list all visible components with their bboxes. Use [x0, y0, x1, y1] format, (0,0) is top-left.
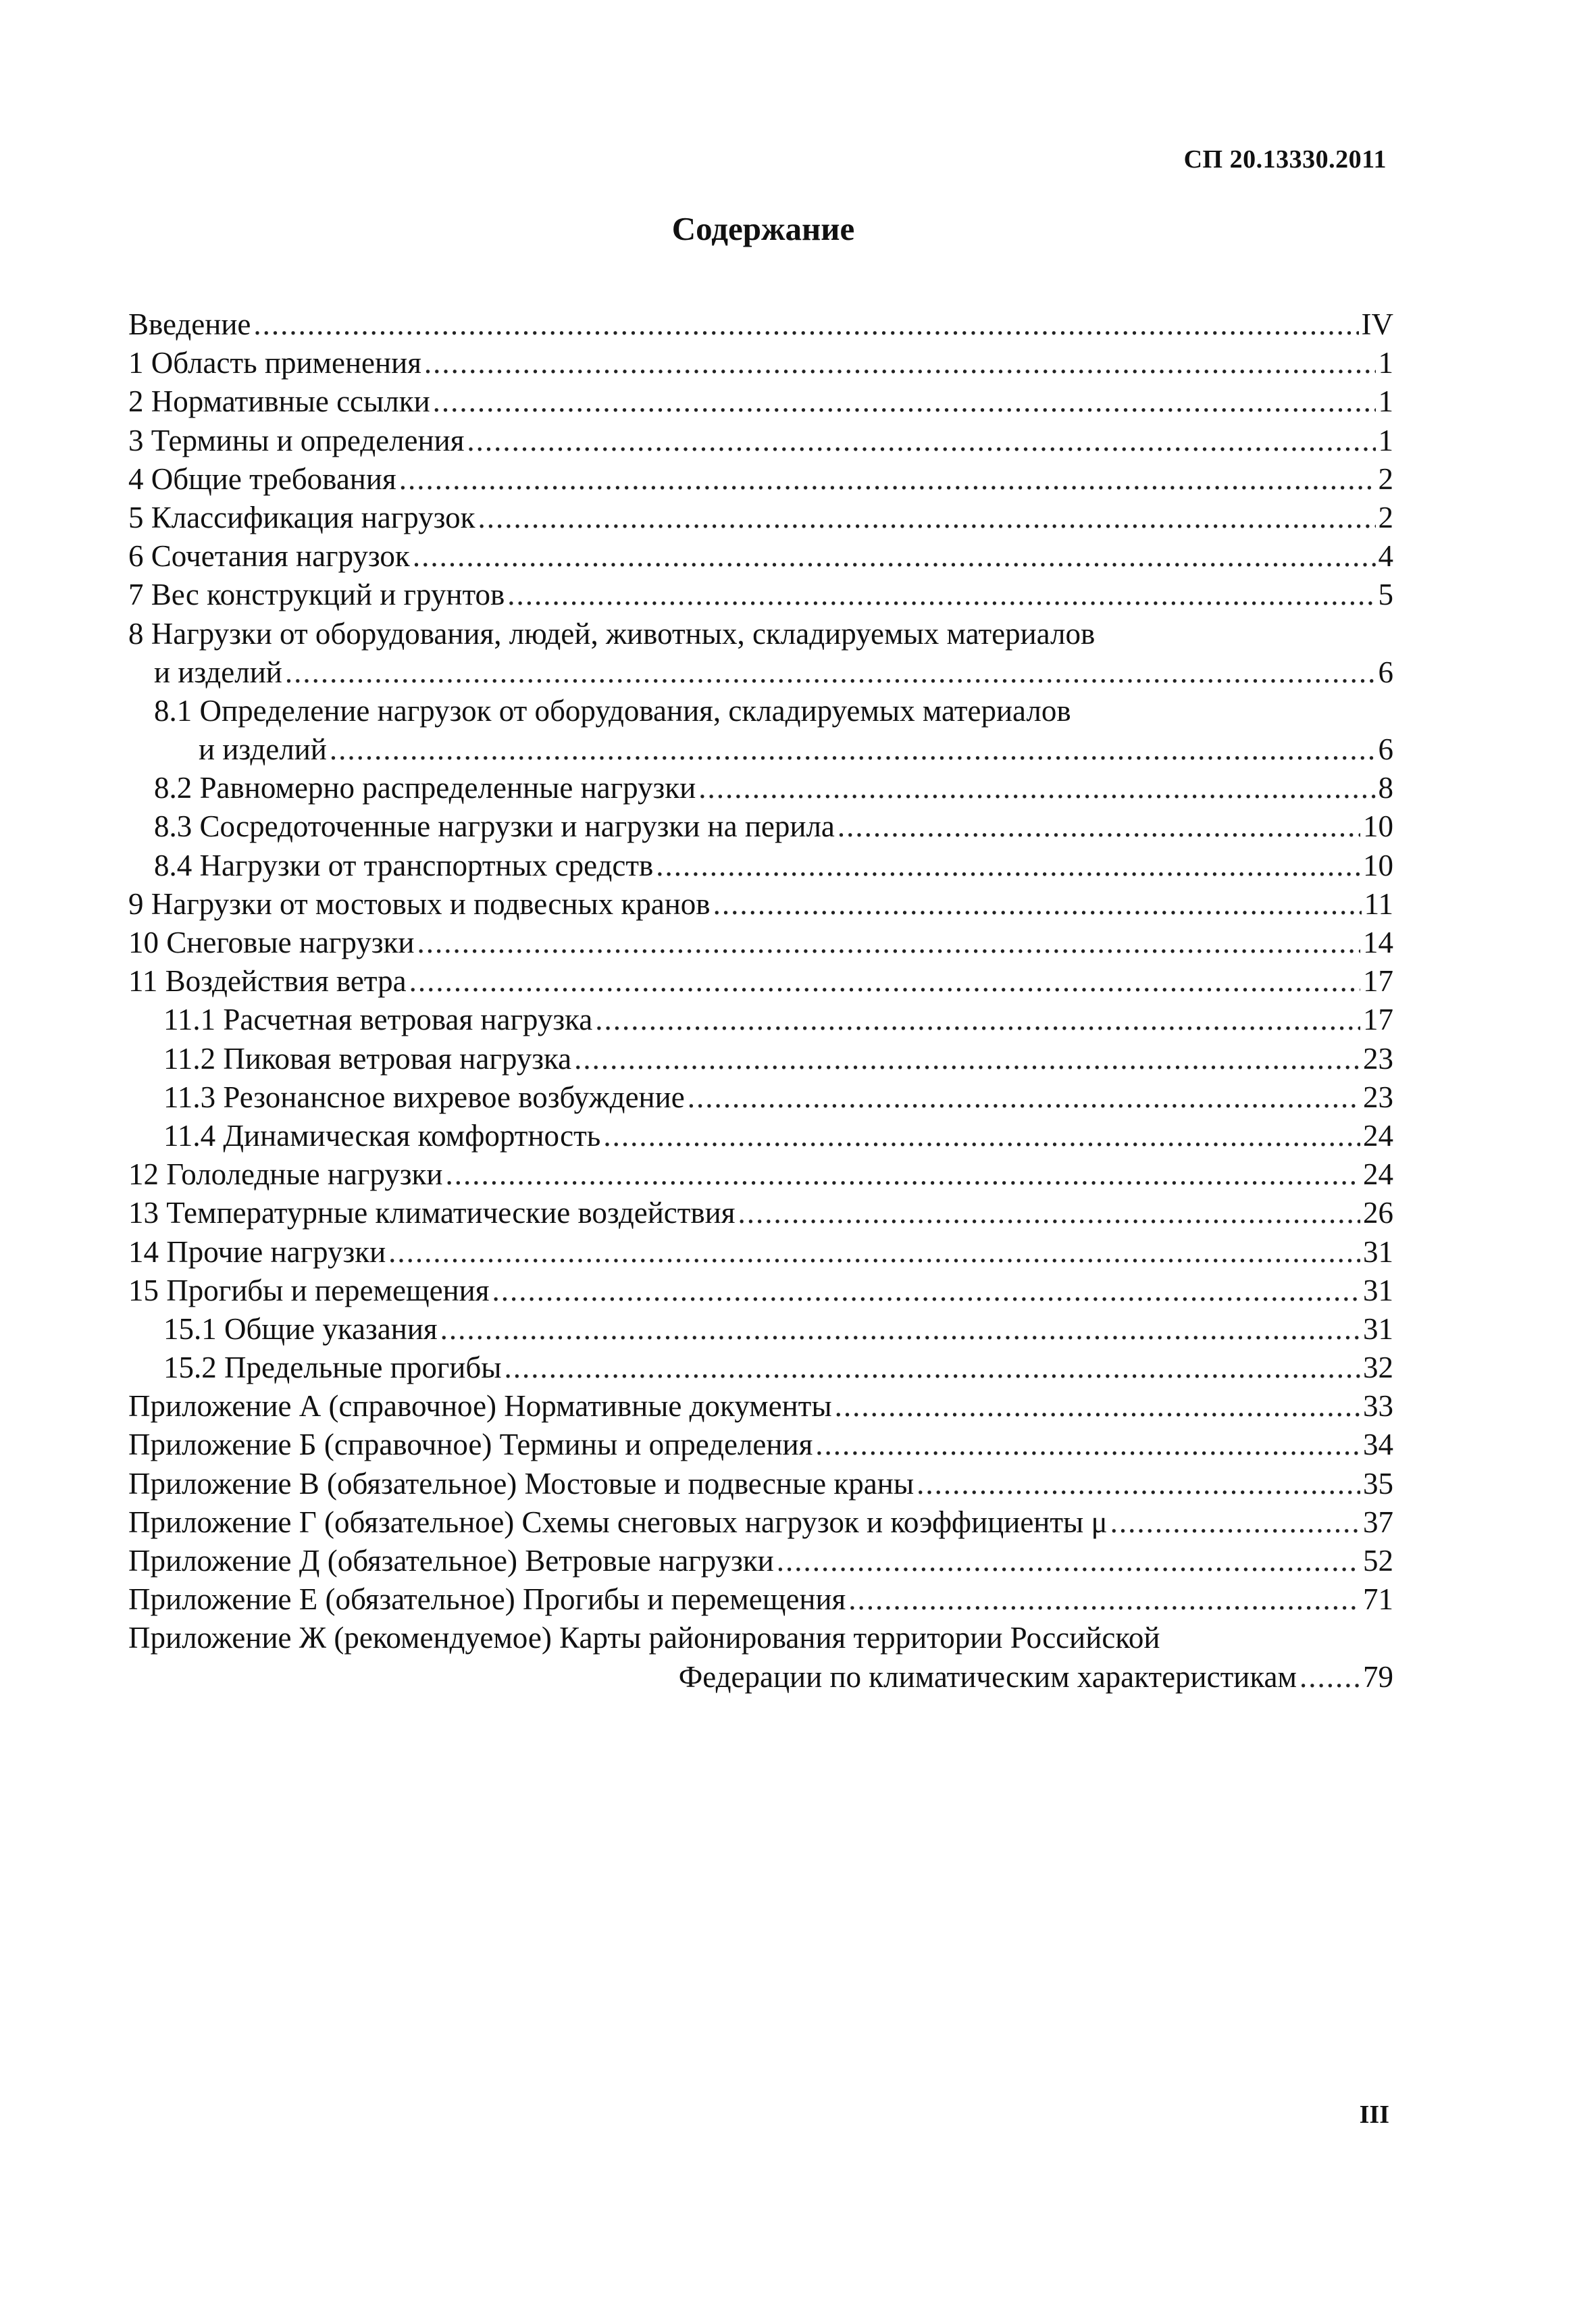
toc-entry-appendix-v[interactable] [128, 1465, 1393, 1503]
toc-page-number: 37 [1363, 1505, 1393, 1539]
leader-dots [413, 537, 1376, 576]
toc-page-number: 24 [1363, 1157, 1393, 1192]
leader-dots [848, 1580, 1360, 1619]
leader-dots [574, 1040, 1360, 1078]
toc-page-number: 8 [1378, 771, 1393, 805]
leader-dots [505, 1349, 1360, 1387]
leader-dots [467, 422, 1375, 460]
toc-entry-appendix-b[interactable] [128, 1426, 1393, 1464]
toc-page-number: 31 [1363, 1273, 1393, 1307]
toc-page-number: 10 [1363, 848, 1393, 882]
toc-entry-text: 5 Классификация нагрузок [128, 500, 475, 534]
toc-entry-section-8-1[interactable] [128, 692, 1393, 730]
leader-dots [417, 924, 1360, 962]
toc-entry-section-5[interactable] [128, 499, 1393, 537]
toc-page-number: 24 [1363, 1118, 1393, 1153]
toc-entry-text: 8.4 Нагрузки от транспортных средств [154, 848, 654, 882]
toc-entry-text: 8.2 Равномерно распределенные нагрузки [154, 771, 696, 805]
toc-page-number: 6 [1378, 655, 1393, 689]
leader-dots [698, 769, 1375, 807]
toc-entry-text: 1 Область применения [128, 346, 421, 380]
toc-entry-text: Приложение Б (справочное) Термины и определения [128, 1428, 813, 1462]
toc-entry-section-8-cont[interactable] [128, 653, 1393, 692]
toc-entry-section-12[interactable] [128, 1155, 1393, 1194]
toc-page-number: 6 [1378, 732, 1393, 767]
leader-dots [917, 1465, 1360, 1503]
toc-entry-text: 8.3 Сосредоточенные нагрузки и нагрузки на перила [154, 809, 835, 844]
toc-entry-section-9[interactable] [128, 885, 1393, 924]
leader-dots [688, 1078, 1360, 1117]
leader-dots [330, 730, 1376, 769]
leader-dots [409, 962, 1360, 1001]
leader-dots [433, 382, 1376, 421]
toc-entry-text: 11.3 Резонансное вихревое возбуждение [163, 1080, 685, 1114]
document-code: СП 20.13330.2011 [1183, 145, 1387, 174]
toc-page-number: 4 [1378, 539, 1393, 574]
toc-entry-section-7[interactable] [128, 576, 1393, 614]
toc-page-number: 32 [1363, 1351, 1393, 1385]
toc-page-number: 10 [1363, 809, 1393, 844]
toc-entry-text: Введение [128, 307, 251, 341]
toc-entry-section-3[interactable] [128, 422, 1393, 460]
leader-dots [1299, 1658, 1360, 1696]
toc-entry-text: Приложение Е (обязательное) Прогибы и перемещения [128, 1582, 846, 1617]
toc-page-number: 1 [1378, 384, 1393, 419]
toc-entry-text: 11.4 Динамическая комфортность [163, 1118, 601, 1153]
toc-entry-section-8[interactable] [128, 615, 1393, 653]
toc-page-number: 2 [1378, 500, 1393, 534]
toc-entry-text: 15 Прогибы и перемещения [128, 1273, 490, 1307]
toc-entry-section-6[interactable] [128, 537, 1393, 576]
toc-entry-appendix-zh-cont[interactable] [128, 1658, 1393, 1696]
toc-entry-text: 6 Сочетания нагрузок [128, 539, 410, 574]
toc-entry-appendix-d[interactable] [128, 1542, 1393, 1580]
toc-page-number: 23 [1363, 1080, 1393, 1114]
toc-page-number: IV [1361, 307, 1393, 341]
toc-entry-text: 15.2 Предельные прогибы [163, 1351, 502, 1385]
toc-entry-section-11-3[interactable] [128, 1078, 1393, 1117]
toc-entry-text: и изделий [154, 655, 282, 689]
toc-entry-text: 10 Снеговые нагрузки [128, 926, 415, 959]
toc-entry-section-11-4[interactable] [128, 1117, 1393, 1155]
toc-page-number: 33 [1363, 1389, 1393, 1424]
toc-entry-text: и изделий [199, 732, 327, 767]
toc-entry-text: 12 Гололедные нагрузки [128, 1157, 443, 1192]
toc-entry-text: Приложение Г (обязательное) Схемы снеговых нагрузок и коэффициенты μ [128, 1505, 1108, 1539]
toc-page-number: 5 [1378, 578, 1393, 612]
toc-entry-text: 4 Общие требования [128, 461, 396, 496]
toc-page-number: 31 [1363, 1311, 1393, 1346]
toc-entry-section-15[interactable] [128, 1272, 1393, 1310]
toc-page-number: 34 [1363, 1428, 1393, 1462]
toc-entry-section-8-3[interactable] [128, 807, 1393, 846]
leader-dots [656, 847, 1360, 885]
toc-page-number: 17 [1363, 964, 1393, 999]
toc-entry-text: Приложение Д (обязательное) Ветровые нагрузки [128, 1544, 774, 1578]
toc-entry-section-15-1[interactable] [128, 1310, 1393, 1349]
leader-dots [507, 576, 1375, 614]
toc-page-number: 2 [1378, 461, 1393, 496]
toc-page-number: 52 [1363, 1544, 1393, 1578]
toc-entry-appendix-g[interactable] [128, 1503, 1393, 1542]
leader-dots [777, 1542, 1360, 1580]
toc-page-number: 1 [1378, 346, 1393, 380]
leader-dots [1110, 1503, 1360, 1542]
leader-dots [253, 305, 1358, 344]
toc-entry-text: 14 Прочие нагрузки [128, 1234, 386, 1269]
leader-dots [388, 1233, 1360, 1272]
leader-dots [399, 460, 1376, 499]
table-of-contents [128, 305, 1393, 1696]
leader-dots [424, 344, 1376, 382]
toc-page-number: 79 [1363, 1659, 1393, 1694]
toc-entry-text: 11.2 Пиковая ветровая нагрузка [163, 1041, 572, 1076]
toc-entry-section-10[interactable] [128, 924, 1393, 962]
toc-entry-introduction[interactable] [128, 305, 1393, 344]
toc-entry-section-8-4[interactable] [128, 847, 1393, 885]
toc-entry-text: Приложение А (справочное) Нормативные документы [128, 1389, 832, 1424]
toc-entry-section-11-1[interactable] [128, 1001, 1393, 1039]
leader-dots [838, 807, 1360, 846]
toc-entry-text: 11.1 Расчетная ветровая нагрузка [163, 1003, 593, 1037]
page-number: III [1359, 2101, 1389, 2129]
leader-dots [815, 1426, 1360, 1464]
toc-page-number: 26 [1363, 1196, 1393, 1230]
toc-entry-text: 11 Воздействия ветра [128, 964, 407, 999]
toc-entry-section-8-2[interactable] [128, 769, 1393, 807]
toc-entry-appendix-zh[interactable] [128, 1619, 1393, 1657]
toc-entry-section-14[interactable] [128, 1233, 1393, 1272]
toc-entry-text: 3 Термины и определения [128, 423, 465, 457]
leader-dots [478, 499, 1376, 537]
leader-dots [492, 1272, 1360, 1310]
leader-dots [446, 1155, 1361, 1194]
toc-entry-appendix-e[interactable] [128, 1580, 1393, 1619]
leader-dots [835, 1387, 1360, 1426]
toc-entry-text: 2 Нормативные ссылки [128, 384, 430, 419]
toc-page-number: 14 [1363, 926, 1393, 959]
toc-entry-text: 7 Вес конструкций и грунтов [128, 578, 505, 612]
toc-entry-text: 15.1 Общие указания [163, 1311, 438, 1346]
leader-dots [738, 1194, 1360, 1232]
toc-entry-section-15-2[interactable] [128, 1349, 1393, 1387]
toc-page-number: 1 [1378, 423, 1393, 457]
toc-page-number: 35 [1363, 1466, 1393, 1501]
toc-page-number: 11 [1364, 886, 1393, 921]
toc-entry-section-1[interactable] [128, 344, 1393, 382]
toc-entry-appendix-a[interactable] [128, 1387, 1393, 1426]
toc-entry-section-13[interactable] [128, 1194, 1393, 1232]
toc-entry-text: 13 Температурные климатические воздействия [128, 1196, 736, 1230]
toc-entry-section-11[interactable] [128, 962, 1393, 1001]
toc-entry-section-4[interactable] [128, 460, 1393, 499]
toc-page-number: 71 [1363, 1582, 1393, 1617]
page-title: Содержание [671, 210, 855, 247]
toc-entry-text: Федерации по климатическим характеристикам [678, 1659, 1297, 1694]
toc-entry-text: 8.1 Определение нагрузок от оборудования, складируемых материалов [154, 693, 1071, 728]
toc-entry-section-8-1-cont[interactable] [128, 730, 1393, 769]
leader-dots [603, 1117, 1360, 1155]
toc-entry-text: 8 Нагрузки от оборудования, людей, животных, складируемых материалов [128, 616, 1096, 651]
toc-entry-section-11-2[interactable] [128, 1040, 1393, 1078]
toc-page-number: 31 [1363, 1234, 1393, 1269]
leader-dots [440, 1310, 1360, 1349]
toc-entry-text: 9 Нагрузки от мостовых и подвесных кранов [128, 886, 711, 921]
toc-page-number: 23 [1363, 1041, 1393, 1076]
leader-dots [713, 885, 1362, 924]
leader-dots [595, 1001, 1360, 1039]
leader-dots [285, 653, 1376, 692]
toc-page-number: 17 [1363, 1003, 1393, 1037]
toc-entry-text: Приложение В (обязательное) Мостовые и подвесные краны [128, 1466, 915, 1501]
toc-entry-text: Приложение Ж (рекомендуемое) Карты районирования территории Российской [128, 1621, 1160, 1655]
toc-entry-section-2[interactable] [128, 382, 1393, 421]
